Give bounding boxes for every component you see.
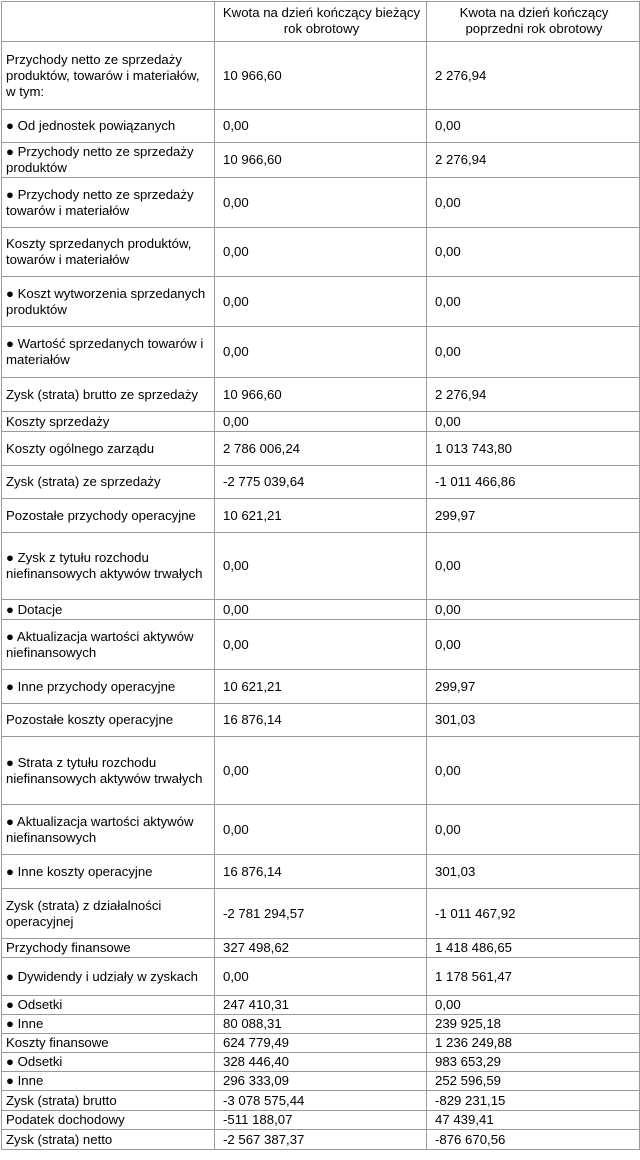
table-row [2, 855, 640, 889]
current-year-value: -511 188,07 [215, 1111, 427, 1130]
current-year-value: 10 621,21 [215, 499, 427, 533]
previous-year-value: 1 013 743,80 [427, 432, 640, 466]
row-label: Koszty finansowe [2, 1034, 215, 1053]
row-label: ● Zysk z tytułu rozchodu niefinansowych aktywów trwałych [2, 533, 215, 600]
previous-year-value: 252 596,59 [427, 1072, 640, 1091]
table-row [2, 1111, 640, 1130]
table-row [2, 1053, 640, 1072]
current-year-value: 10 966,60 [215, 42, 427, 110]
current-year-value: 10 966,60 [215, 143, 427, 178]
row-label: ● Od jednostek powiązanych [2, 110, 215, 143]
table-row [2, 1091, 640, 1111]
row-label: Koszty sprzedaży [2, 412, 215, 432]
current-year-value: 0,00 [215, 805, 427, 855]
previous-year-value: 1 418 486,65 [427, 939, 640, 958]
previous-year-value: -1 011 466,86 [427, 466, 640, 499]
current-year-value: 0,00 [215, 620, 427, 670]
table-row [2, 228, 640, 277]
row-label: ● Przychody netto ze sprzedaży produktów [2, 143, 215, 178]
previous-year-value: 0,00 [427, 805, 640, 855]
row-label: ● Koszt wytworzenia sprzedanych produktów [2, 277, 215, 327]
row-label: Koszty sprzedanych produktów, towarów i materiałów [2, 228, 215, 277]
table-row [2, 1130, 640, 1150]
income-statement-table [1, 1, 640, 1150]
table-row [2, 670, 640, 704]
current-year-value: 0,00 [215, 600, 427, 620]
previous-year-value: 0,00 [427, 178, 640, 228]
table-row [2, 499, 640, 533]
row-label: ● Inne [2, 1072, 215, 1091]
table-row [2, 620, 640, 670]
current-year-value: 327 498,62 [215, 939, 427, 958]
row-label: Pozostałe przychody operacyjne [2, 499, 215, 533]
previous-year-value: 301,03 [427, 855, 640, 889]
current-year-value: 16 876,14 [215, 704, 427, 737]
current-year-value: -2 775 039,64 [215, 466, 427, 499]
current-year-value: -2 567 387,37 [215, 1130, 427, 1150]
table-row [2, 958, 640, 996]
previous-year-value: 0,00 [427, 412, 640, 432]
current-year-value: 0,00 [215, 958, 427, 996]
previous-year-value: 0,00 [427, 620, 640, 670]
current-year-value: 328 446,40 [215, 1053, 427, 1072]
current-year-value: 0,00 [215, 178, 427, 228]
previous-year-value: 0,00 [427, 277, 640, 327]
previous-year-value: -876 670,56 [427, 1130, 640, 1150]
current-year-value: 10 621,21 [215, 670, 427, 704]
header-current-year: Kwota na dzień kończący bieżący rok obrotowy [215, 2, 427, 42]
table-row [2, 939, 640, 958]
previous-year-value: 299,97 [427, 499, 640, 533]
current-year-value: -2 781 294,57 [215, 889, 427, 939]
table-row [2, 889, 640, 939]
current-year-value: 0,00 [215, 533, 427, 600]
table-row [2, 378, 640, 412]
row-label: ● Aktualizacja wartości aktywów niefinansowych [2, 805, 215, 855]
previous-year-value: 0,00 [427, 110, 640, 143]
previous-year-value: -829 231,15 [427, 1091, 640, 1111]
previous-year-value: 239 925,18 [427, 1015, 640, 1034]
financial-statement [1, 1, 640, 1150]
current-year-value: 296 333,09 [215, 1072, 427, 1091]
current-year-value: 2 786 006,24 [215, 432, 427, 466]
current-year-value: 80 088,31 [215, 1015, 427, 1034]
previous-year-value: 1 178 561,47 [427, 958, 640, 996]
table-row [2, 1034, 640, 1053]
row-label: ● Strata z tytułu rozchodu niefinansowych aktywów trwałych [2, 737, 215, 805]
row-label: ● Przychody netto ze sprzedaży towarów i materiałów [2, 178, 215, 228]
current-year-value: -3 078 575,44 [215, 1091, 427, 1111]
row-label: ● Odsetki [2, 1053, 215, 1072]
previous-year-value: 2 276,94 [427, 42, 640, 110]
previous-year-value: 299,97 [427, 670, 640, 704]
row-label: ● Dotacje [2, 600, 215, 620]
current-year-value: 0,00 [215, 412, 427, 432]
table-row [2, 704, 640, 737]
current-year-value: 0,00 [215, 737, 427, 805]
table-row [2, 466, 640, 499]
current-year-value: 0,00 [215, 110, 427, 143]
previous-year-value: 47 439,41 [427, 1111, 640, 1130]
row-label: ● Dywidendy i udziały w zyskach [2, 958, 215, 996]
table-row [2, 178, 640, 228]
row-label: Zysk (strata) ze sprzedaży [2, 466, 215, 499]
table-header-row [2, 2, 640, 42]
row-label: ● Aktualizacja wartości aktywów niefinansowych [2, 620, 215, 670]
table-row [2, 412, 640, 432]
previous-year-value: 2 276,94 [427, 378, 640, 412]
previous-year-value: 301,03 [427, 704, 640, 737]
row-label: ● Wartość sprzedanych towarów i materiałów [2, 327, 215, 378]
current-year-value: 0,00 [215, 277, 427, 327]
previous-year-value: 0,00 [427, 737, 640, 805]
table-row [2, 277, 640, 327]
current-year-value: 0,00 [215, 327, 427, 378]
row-label: Zysk (strata) z działalności operacyjnej [2, 889, 215, 939]
table-row [2, 533, 640, 600]
table-row [2, 110, 640, 143]
table-row [2, 327, 640, 378]
previous-year-value: 0,00 [427, 600, 640, 620]
row-label: Przychody netto ze sprzedaży produktów, towarów i materiałów, w tym: [2, 42, 215, 110]
row-label: ● Inne przychody operacyjne [2, 670, 215, 704]
current-year-value: 16 876,14 [215, 855, 427, 889]
table-row [2, 737, 640, 805]
table-row [2, 432, 640, 466]
previous-year-value: 0,00 [427, 996, 640, 1015]
row-label: Zysk (strata) netto [2, 1130, 215, 1150]
row-label: Zysk (strata) brutto ze sprzedaży [2, 378, 215, 412]
previous-year-value: 0,00 [427, 533, 640, 600]
current-year-value: 0,00 [215, 228, 427, 277]
table-row [2, 996, 640, 1015]
table-row [2, 1072, 640, 1091]
previous-year-value: 0,00 [427, 228, 640, 277]
previous-year-value: 983 653,29 [427, 1053, 640, 1072]
previous-year-value: 1 236 249,88 [427, 1034, 640, 1053]
row-label: Zysk (strata) brutto [2, 1091, 215, 1111]
row-label: ● Inne [2, 1015, 215, 1034]
row-label: ● Inne koszty operacyjne [2, 855, 215, 889]
current-year-value: 10 966,60 [215, 378, 427, 412]
previous-year-value: 2 276,94 [427, 143, 640, 178]
header-blank-cell [2, 2, 215, 42]
header-previous-year: Kwota na dzień kończący poprzedni rok obrotowy [427, 2, 640, 42]
current-year-value: 624 779,49 [215, 1034, 427, 1053]
table-row [2, 600, 640, 620]
row-label: Przychody finansowe [2, 939, 215, 958]
row-label: Podatek dochodowy [2, 1111, 215, 1130]
previous-year-value: 0,00 [427, 327, 640, 378]
row-label: Koszty ogólnego zarządu [2, 432, 215, 466]
table-body [2, 42, 640, 1150]
row-label: Pozostałe koszty operacyjne [2, 704, 215, 737]
table-row [2, 42, 640, 110]
table-row [2, 143, 640, 178]
row-label: ● Odsetki [2, 996, 215, 1015]
table-row [2, 1015, 640, 1034]
current-year-value: 247 410,31 [215, 996, 427, 1015]
table-row [2, 805, 640, 855]
previous-year-value: -1 011 467,92 [427, 889, 640, 939]
